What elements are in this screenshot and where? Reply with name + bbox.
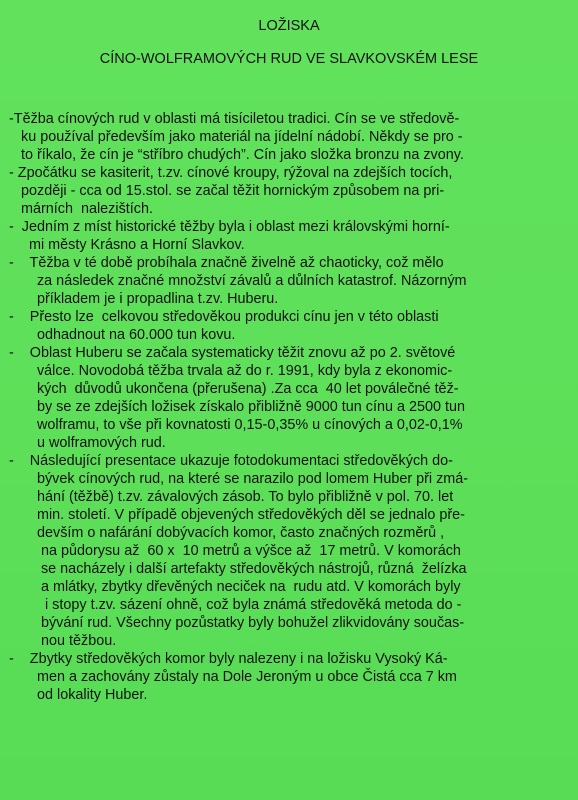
text-line: márních nalezištích.	[9, 201, 153, 217]
text-line: bývek cínových rud, na které se narazilo pod lomem Huber při zmá-	[9, 471, 469, 487]
text-line: od lokality Huber.	[9, 687, 148, 703]
text-line: wolframu, to vše při kovnatosti 0,15-0,35% u cínových a 0,02-0,1%	[9, 417, 463, 433]
text-line: - Zbytky středověkých komor byly nalezeny i na ložisku Vysoký Ká-	[9, 651, 448, 667]
title-line-2: CÍNO-WOLFRAMOVÝCH RUD VE SLAVKOVSKÉM LESE	[99, 51, 479, 67]
text-line: příkladem je i propadlina t.zv. Huberu.	[9, 291, 279, 307]
text-line: válce. Novodobá těžba trvala až do r. 1991, kdy byla z ekonomic-	[9, 363, 453, 379]
text-line: men a zachovány zůstaly na Dole Jeroným u obce Čistá cca 7 km	[9, 669, 457, 685]
text-line: bývání rud. Všechny pozůstatky byly bohužel zlikvidovány součas-	[9, 615, 465, 631]
text-line: by se ze zdejších ložisek získalo přibližně 9000 tun cínu a 2500 tun	[9, 399, 465, 415]
text-line: ku používal především jako materiál na jídelní nádobí. Někdy se pro -	[9, 129, 463, 145]
text-line: min. století. V případě objevených středověkých děl se jednalo pře-	[9, 507, 465, 523]
text-line: - Přesto lze celkovou středověkou produkci cínu jen v této oblasti	[9, 309, 439, 325]
text-line: i stopy t.zv. sázení ohně, což byla známá středověká metoda do -	[9, 597, 462, 613]
text-line: - Těžba v té době probíhala značně živelně až chaoticky, což mělo	[9, 255, 444, 271]
text-line: to říkalo, že cín je “stříbro chudých”. Cín jako složka bronzu na zvony.	[9, 147, 464, 163]
text-line: - Jedním z míst historické těžby byla i oblast mezi královskými horní-	[9, 219, 450, 235]
text-line: za následek značné množství závalů a důlních katastrof. Názorným	[9, 273, 467, 289]
text-line: hání (těžbě) t.zv. závalových zásob. To bylo přibližně v pol. 70. let	[9, 489, 454, 505]
text-line: se nacházely i další artefakty středověkých nástrojů, různá želízka	[9, 561, 467, 577]
text-line: -Těžba cínových rud v oblasti má tisíciletou tradici. Cín se ve středově-	[9, 111, 460, 127]
text-line: - Zpočátku se kasiterit, t.zv. cínové kroupy, rýžoval na zdejších tocích,	[9, 165, 453, 181]
text-line: a mlátky, zbytky dřevěných neciček na rudu atd. V komorách byly	[9, 579, 461, 595]
text-line: odhadnout na 60.000 tun kovu.	[9, 327, 236, 343]
text-line: později - cca od 15.stol. se začal těžit hornickým způsobem na pri-	[9, 183, 445, 199]
text-line: - Následující presentace ukazuje fotodokumentaci středověkých do-	[9, 453, 453, 469]
text-line: kých důvodů ukončena (přerušena) .Za cca 40 let poválečné těž-	[9, 381, 459, 397]
text-line: devším o nafárání dobývacích komor, často značných rozměrů ,	[9, 525, 445, 541]
text-line: mi městy Krásno a Horní Slavkov.	[9, 237, 245, 253]
text-line: u wolframových rud.	[9, 435, 166, 451]
text-line: na půdorysu až 60 x 10 metrů a výšce až 17 metrů. V komorách	[9, 543, 461, 559]
text-line: - Oblast Huberu se začala systematicky těžit znovu až po 2. světové	[9, 345, 456, 361]
text-line: nou těžbou.	[9, 633, 117, 649]
title-line-1: LOŽISKA	[258, 18, 320, 34]
